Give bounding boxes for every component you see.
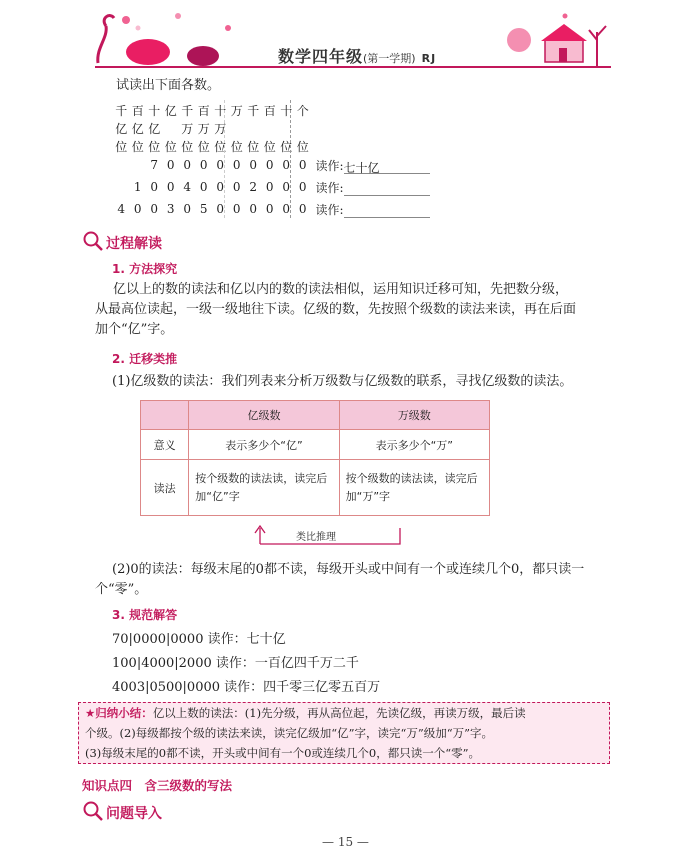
magnifier-icon	[82, 800, 104, 822]
place-cell: 位	[263, 140, 276, 154]
digit-cell: 0	[232, 180, 241, 194]
number-row	[113, 174, 430, 196]
place-cell: 位	[164, 140, 177, 154]
digit-cell: 0	[282, 202, 291, 216]
header-decoration-right	[505, 10, 615, 68]
digit-cell: 0	[298, 202, 307, 216]
place-value-grid	[113, 102, 328, 156]
answer-blank[interactable]: 七十亿	[344, 159, 430, 174]
digit-cell: 0	[249, 202, 258, 216]
method-text: 亿以上的数的读法和亿以内的数的读法相似，运用知识迁移可知，先把数分级， 从最高位读起，一级一级地往下读。亿级的数，先按照个级数的读法来读，再在后面 加个“亿”字。	[95, 282, 577, 337]
comparison-table: 亿级数 万级数 意义 表示多少个“亿” 表示多少个“万” 读法 按个级数的读法读，读完后加“亿”字 按个级数的读法读，读完后加“万”字	[140, 400, 490, 516]
place-cell: 十	[214, 104, 227, 118]
digit-cell: 0	[199, 158, 208, 172]
place-cell: 个	[296, 104, 309, 118]
digit-cell: 0	[265, 202, 274, 216]
transfer-line2b: 个“零”。	[95, 582, 148, 597]
answer-list	[112, 628, 380, 700]
place-cell: 位	[296, 140, 309, 154]
place-cell: 十	[148, 104, 161, 118]
number-row	[113, 196, 430, 218]
place-cell: 亿	[164, 104, 177, 118]
digit-cell: 4	[117, 202, 126, 216]
digit-cell: 0	[183, 158, 192, 172]
transfer-heading: 2. 迁移类推	[112, 352, 178, 366]
digit-cell: 0	[298, 180, 307, 194]
col-yi: 亿级数	[189, 401, 339, 430]
digit-cell	[130, 156, 147, 174]
digit-cell: 0	[265, 180, 274, 194]
digit-cell: 0	[249, 158, 258, 172]
digit-cell: 0	[183, 202, 192, 216]
page-number: — 15 —	[322, 835, 369, 849]
digit-cell	[113, 156, 130, 174]
digit-cell: 0	[216, 158, 225, 172]
header-title: 数学四年级(第一学期) RJ	[278, 47, 437, 66]
digit-cell: 0	[282, 158, 291, 172]
magnifier-icon	[82, 230, 104, 252]
intro-text: 试读出下面各数。	[116, 78, 221, 93]
answer-item-1: 70|0000|0000 读作：七十亿	[112, 632, 286, 647]
place-cell: 万	[230, 104, 243, 118]
answer-item-3: 4003|0500|0000 读作：四千零三亿零五百万	[112, 680, 381, 695]
method-heading: 1. 方法探究	[112, 262, 178, 276]
place-cell: 位	[247, 140, 260, 154]
digit-cell: 0	[298, 158, 307, 172]
place-cell: 万	[214, 122, 227, 136]
digit-cell: 0	[199, 180, 208, 194]
section-question-title: 问题导入	[106, 806, 162, 822]
place-cell: 位	[131, 140, 144, 154]
section-process-title: 过程解读	[106, 236, 162, 252]
place-cell: 位	[148, 140, 161, 154]
digit-cell: 5	[199, 202, 208, 216]
place-cell	[245, 120, 262, 138]
digit-cell: 4	[183, 180, 192, 194]
read-as-label: 读作:	[315, 159, 344, 173]
digit-cell: 0	[265, 158, 274, 172]
digit-cell: 0	[150, 202, 159, 216]
place-cell: 百	[197, 104, 210, 118]
answer-blank[interactable]	[344, 203, 430, 218]
digit-cell: 3	[166, 202, 175, 216]
place-cell: 百	[131, 104, 144, 118]
digit-cell: 0	[166, 180, 175, 194]
read-as-label: 读作:	[315, 181, 344, 195]
place-cell: 位	[280, 140, 293, 154]
analogy-label: 类比推理	[296, 532, 336, 543]
digit-cell: 0	[282, 180, 291, 194]
digit-cell: 1	[133, 180, 142, 194]
place-cell: 亿	[131, 122, 144, 136]
place-cell: 万	[181, 122, 194, 136]
knowledge-point-title: 知识点四 含三级数的写法	[82, 778, 233, 793]
place-cell: 位	[181, 140, 194, 154]
number-row	[113, 152, 430, 174]
place-header-mid	[113, 120, 328, 138]
answer-blank[interactable]	[344, 181, 430, 196]
digit-cell: 0	[232, 158, 241, 172]
header-decoration-left	[78, 8, 248, 68]
digit-cell: 0	[232, 202, 241, 216]
digit-cell	[113, 178, 130, 196]
summary-box: ★归纳小结：亿以上数的读法：(1)先分级，再从高位起，先读亿级，再读万级，最后读 个级。(2)每级都按个级的读法来读，读完亿级加“亿”字，读完“万”级加“万”字。 (3)每级末尾的0都不读，开头或中间有一个0或连续几个0，都只读一个“零”。	[78, 702, 610, 764]
place-cell: 位	[230, 140, 243, 154]
digit-cell: 0	[216, 202, 225, 216]
number-rows	[113, 152, 430, 218]
place-header-top	[113, 102, 328, 120]
place-cell: 亿	[148, 122, 161, 136]
place-cell	[229, 120, 246, 138]
digit-cell: 0	[166, 158, 175, 172]
digit-cell: 0	[150, 180, 159, 194]
digit-cell: 7	[150, 158, 159, 172]
digit-cell: 2	[249, 180, 258, 194]
place-cell	[295, 120, 312, 138]
place-cell: 千	[247, 104, 260, 118]
read-as-label: 读作:	[315, 203, 344, 217]
place-cell: 十	[280, 104, 293, 118]
header-rule	[95, 66, 611, 68]
place-cell: 亿	[115, 122, 128, 136]
place-cell: 百	[263, 104, 276, 118]
digit-cell: 0	[216, 180, 225, 194]
place-cell: 千	[181, 104, 194, 118]
place-cell: 位	[197, 140, 210, 154]
transfer-line2a: (2)0的读法：每级末尾的0都不读，每级开头或中间有一个或连续几个0，都只读一	[112, 562, 585, 577]
digit-cell: 0	[133, 202, 142, 216]
place-cell	[278, 120, 295, 138]
place-cell	[163, 120, 180, 138]
transfer-line1: (1)亿级数的读法：我们列表来分析万级数与亿级数的联系，寻找亿级数的读法。	[112, 374, 573, 389]
answer-heading: 3. 规范解答	[112, 608, 178, 622]
place-cell: 位	[115, 140, 128, 154]
place-cell: 万	[197, 122, 210, 136]
place-cell	[262, 120, 279, 138]
place-cell: 千	[115, 104, 128, 118]
answer-item-2: 100|4000|2000 读作：一百亿四千万二千	[112, 656, 359, 671]
col-wan: 万级数	[339, 401, 489, 430]
place-cell: 位	[214, 140, 227, 154]
